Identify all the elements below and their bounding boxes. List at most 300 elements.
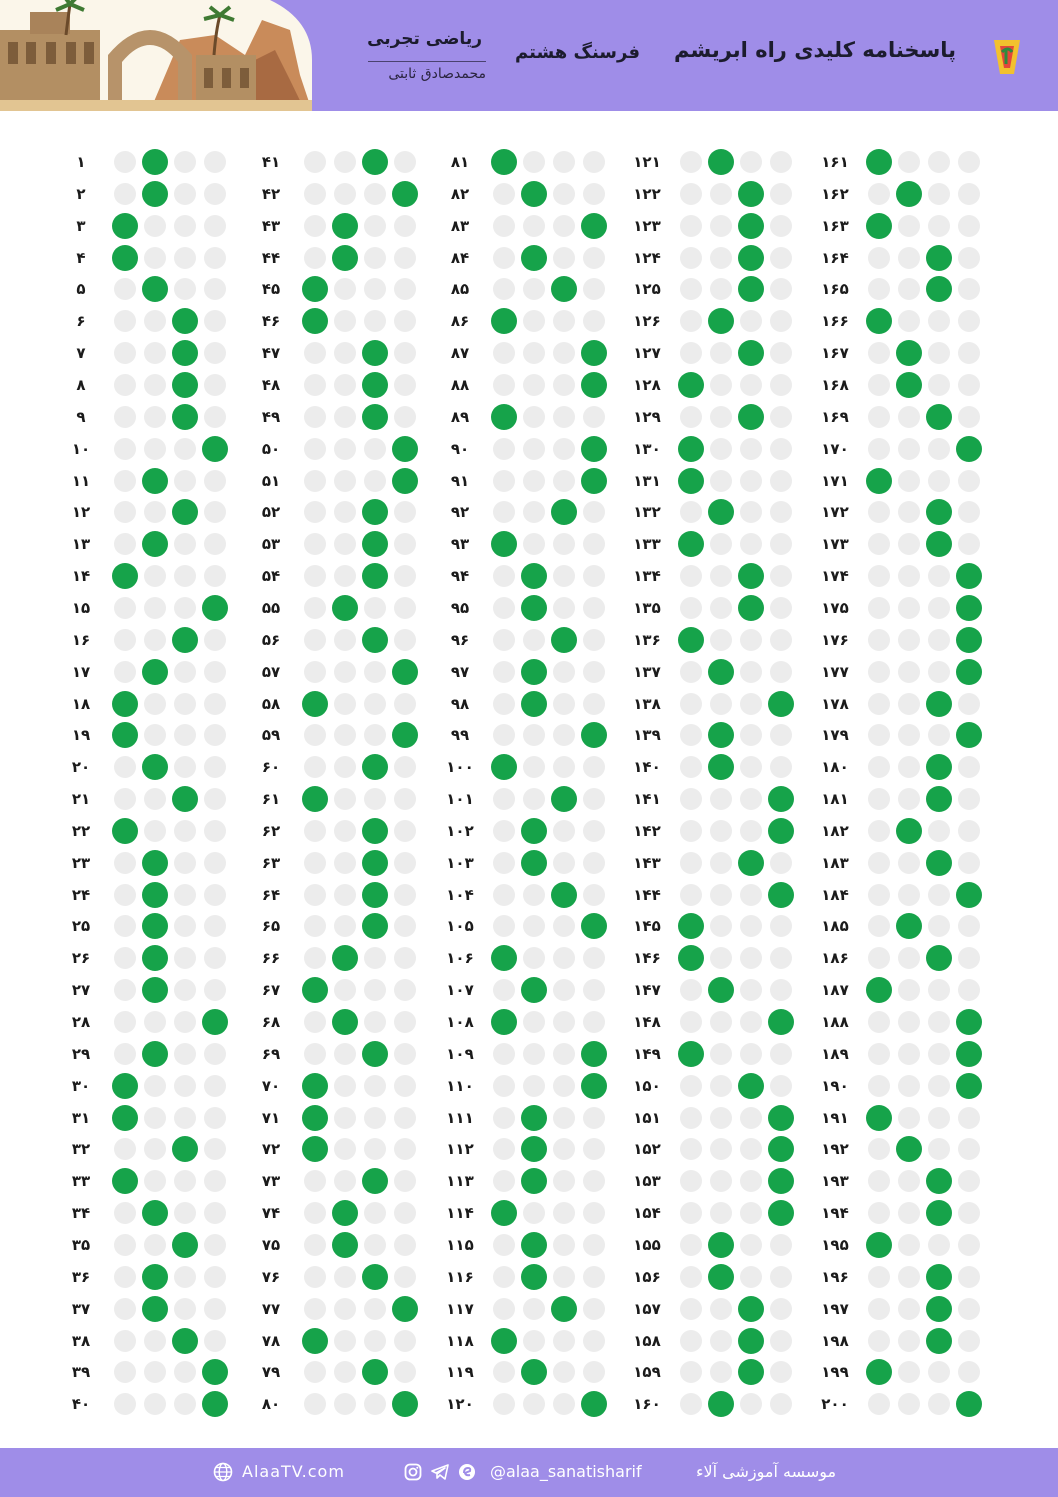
question-number: ۹۴	[450, 567, 470, 585]
answer-bubble	[868, 374, 890, 396]
question-number: ۱۲۷	[633, 344, 661, 363]
answer-bubble-selected	[926, 786, 952, 812]
answer-bubble	[583, 693, 605, 715]
answer-bubble	[868, 278, 890, 300]
answer-bubble	[304, 247, 326, 269]
answer-bubble	[740, 756, 762, 778]
answer-bubble	[898, 533, 920, 555]
question-row	[250, 404, 422, 430]
answer-bubble	[583, 501, 605, 523]
answer-bubble-selected	[302, 977, 328, 1003]
answer-bubble	[394, 1361, 416, 1383]
answer-bubble	[204, 310, 226, 332]
question-number: ۱۲۱	[633, 153, 661, 171]
question-number: ۲۰۰	[821, 1395, 849, 1414]
answer-bubble	[868, 788, 890, 810]
social-handle[interactable]: @alaa_sanatisharif	[490, 1462, 642, 1481]
answer-bubble-selected	[362, 340, 388, 366]
answer-bubble	[204, 661, 226, 683]
answer-bubble	[680, 1361, 702, 1383]
answer-bubble	[770, 183, 792, 205]
answer-bubble	[204, 884, 226, 906]
answer-bubble	[144, 1361, 166, 1383]
answer-bubble	[583, 1107, 605, 1129]
answer-bubble	[304, 820, 326, 842]
answer-bubble-selected	[926, 404, 952, 430]
answer-bubble	[394, 501, 416, 523]
answer-bubble	[710, 947, 732, 969]
answer-bubble-selected	[926, 754, 952, 780]
answer-bubble-selected	[142, 468, 168, 494]
answer-bubble	[868, 1011, 890, 1033]
question-row	[814, 404, 986, 430]
answer-bubble-selected	[521, 1105, 547, 1131]
instagram-icon[interactable]	[404, 1463, 422, 1481]
globe-icon	[213, 1462, 233, 1482]
answer-bubble-selected	[678, 627, 704, 653]
question-number: ۱۷۸	[821, 694, 849, 713]
answer-bubble	[334, 1107, 356, 1129]
question-number: ۱۷۵	[821, 598, 849, 617]
question-number: ۱۹۴	[821, 1204, 849, 1222]
answer-bubble	[680, 979, 702, 1001]
question-row	[439, 436, 611, 462]
question-row	[60, 1359, 232, 1385]
answer-bubble-selected	[112, 1168, 138, 1194]
answer-bubble	[144, 501, 166, 523]
answer-bubble	[334, 1298, 356, 1320]
question-number: ۲۹	[71, 1044, 91, 1063]
answer-bubble	[493, 597, 515, 619]
question-number: ۱۵۵	[633, 1235, 661, 1254]
answer-bubble	[898, 1393, 920, 1415]
question-number: ۱۵۸	[633, 1331, 661, 1350]
answer-bubble	[740, 661, 762, 683]
question-number: ۵۵	[261, 598, 281, 617]
answer-bubble	[493, 438, 515, 460]
answer-bubble	[583, 183, 605, 205]
answer-bubble-selected	[896, 1136, 922, 1162]
answer-bubble	[553, 1011, 575, 1033]
answer-bubble	[174, 852, 196, 874]
answer-bubble-selected	[491, 1328, 517, 1354]
question-number: ۶۷	[261, 981, 281, 1000]
answer-bubble	[583, 756, 605, 778]
question-row	[439, 1105, 611, 1131]
answer-bubble-selected	[302, 308, 328, 334]
answer-bubble-selected	[708, 1391, 734, 1417]
question-number: ۱۵	[71, 598, 91, 617]
answer-bubble	[304, 374, 326, 396]
question-row	[626, 404, 798, 430]
question-row	[60, 1264, 232, 1290]
answer-bubble-selected	[142, 181, 168, 207]
question-row	[250, 945, 422, 971]
question-number: ۱۹۵	[821, 1235, 849, 1254]
question-number: ۱۰۶	[446, 949, 474, 968]
answer-bubble	[364, 438, 386, 460]
question-row	[60, 818, 232, 844]
answer-bubble-selected	[551, 786, 577, 812]
answer-bubble-selected	[362, 1041, 388, 1067]
answer-bubble	[898, 501, 920, 523]
answer-bubble	[770, 1043, 792, 1065]
answer-bubble	[523, 1011, 545, 1033]
question-row	[60, 531, 232, 557]
answer-bubble	[868, 501, 890, 523]
question-row	[626, 1168, 798, 1194]
answer-bubble	[868, 1170, 890, 1192]
answer-bubble	[144, 215, 166, 237]
answer-bubble-selected	[926, 1200, 952, 1226]
answer-bubble	[770, 533, 792, 555]
answer-bubble	[394, 1043, 416, 1065]
answer-bubble-selected	[521, 181, 547, 207]
answer-bubble-selected	[142, 659, 168, 685]
question-row	[439, 691, 611, 717]
question-row	[250, 595, 422, 621]
question-row	[439, 1296, 611, 1322]
answer-bubble	[394, 1138, 416, 1160]
question-row	[439, 404, 611, 430]
website-link[interactable]: AlaaTV.com	[242, 1462, 345, 1481]
question-number: ۱۳۷	[633, 662, 661, 681]
question-row	[439, 468, 611, 494]
question-number: ۸۹	[450, 407, 470, 426]
question-row	[626, 691, 798, 717]
question-number: ۵۴	[261, 567, 281, 585]
answer-bubble	[958, 788, 980, 810]
question-row	[439, 149, 611, 175]
answer-bubble	[898, 693, 920, 715]
question-row	[250, 627, 422, 653]
answer-bubble	[680, 278, 702, 300]
question-number: ۱۲۶	[633, 312, 661, 331]
answer-bubble	[334, 756, 356, 778]
question-number: ۶۳	[261, 853, 281, 872]
answer-bubble	[394, 979, 416, 1001]
question-row	[626, 659, 798, 685]
answer-bubble-selected	[866, 1359, 892, 1385]
answer-bubble-selected	[581, 213, 607, 239]
answer-bubble-selected	[362, 627, 388, 653]
answer-bubble-selected	[738, 245, 764, 271]
question-number: ۶۵	[261, 917, 281, 936]
question-number: ۸۸	[450, 376, 470, 394]
course-label: فرسنگ هشتم	[515, 42, 640, 63]
answer-bubble	[898, 724, 920, 746]
question-number: ۱۴	[71, 567, 91, 585]
answer-bubble	[958, 1361, 980, 1383]
answer-bubble	[770, 342, 792, 364]
question-row	[250, 850, 422, 876]
answer-bubble	[204, 247, 226, 269]
answer-bubble	[204, 820, 226, 842]
question-number: ۲۶	[71, 949, 91, 968]
answer-bubble-selected	[521, 563, 547, 589]
answer-bubble	[204, 278, 226, 300]
question-number: ۱	[76, 153, 86, 171]
question-number: ۱۵۳	[633, 1172, 661, 1191]
question-row	[814, 340, 986, 366]
answer-bubble	[144, 342, 166, 364]
question-number: ۶۸	[261, 1013, 281, 1031]
answer-bubble	[114, 501, 136, 523]
answer-bubble	[493, 1361, 515, 1383]
answer-bubble	[680, 1107, 702, 1129]
question-number: ۷۰	[261, 1076, 281, 1095]
answer-bubble-selected	[708, 754, 734, 780]
question-row	[814, 1264, 986, 1290]
answer-bubble	[334, 310, 356, 332]
answer-bubble	[114, 533, 136, 555]
answer-bubble	[710, 915, 732, 937]
answer-bubble-selected	[956, 722, 982, 748]
answer-bubble	[583, 1361, 605, 1383]
answer-bubble	[868, 947, 890, 969]
answer-bubble	[928, 342, 950, 364]
answer-bubble	[334, 1138, 356, 1160]
question-number: ۱۳۹	[633, 726, 661, 745]
answer-bubble	[710, 470, 732, 492]
answer-bubble	[898, 151, 920, 173]
question-number: ۴۰	[71, 1395, 91, 1414]
answer-bubble	[174, 884, 196, 906]
answer-bubble	[868, 533, 890, 555]
answer-bubble	[770, 1298, 792, 1320]
answer-bubble	[364, 724, 386, 746]
answer-bubble	[898, 979, 920, 1001]
answer-bubble	[493, 247, 515, 269]
answer-bubble	[204, 1043, 226, 1065]
answer-bubble	[868, 629, 890, 651]
answer-bubble	[523, 629, 545, 651]
answer-bubble-selected	[142, 754, 168, 780]
answer-bubble	[928, 1011, 950, 1033]
answer-bubble-selected	[896, 372, 922, 398]
answer-bubble-selected	[172, 1232, 198, 1258]
answer-bubble	[680, 1298, 702, 1320]
question-row	[250, 308, 422, 334]
answer-bubble	[523, 1043, 545, 1065]
question-number: ۱۳	[71, 535, 91, 554]
question-number: ۱۶	[71, 630, 91, 649]
answer-bubble	[553, 1075, 575, 1097]
question-number: ۱۷۰	[821, 439, 849, 458]
answer-bubble-selected	[202, 1359, 228, 1385]
answer-bubble-selected	[581, 913, 607, 939]
question-row	[250, 977, 422, 1003]
answer-bubble	[364, 1330, 386, 1352]
answer-bubble	[144, 1170, 166, 1192]
answer-bubble	[174, 1266, 196, 1288]
question-number: ۴	[76, 248, 86, 267]
answer-bubble	[174, 661, 196, 683]
answer-bubble-selected	[708, 1264, 734, 1290]
answer-bubble	[770, 979, 792, 1001]
answer-bubble	[898, 1011, 920, 1033]
question-number: ۵۱	[261, 471, 281, 490]
answer-bubble	[770, 756, 792, 778]
question-number: ۱۷۲	[821, 503, 849, 522]
answer-bubble	[523, 406, 545, 428]
answer-bubble-selected	[581, 722, 607, 748]
question-row	[814, 149, 986, 175]
question-row	[60, 181, 232, 207]
answer-bubble	[770, 470, 792, 492]
question-row	[60, 1073, 232, 1099]
answer-bubble	[304, 1234, 326, 1256]
answer-bubble	[710, 342, 732, 364]
answer-bubble	[204, 1298, 226, 1320]
answer-bubble	[583, 1266, 605, 1288]
question-number: ۱۶۴	[821, 248, 849, 267]
answer-bubble	[740, 884, 762, 906]
answer-bubble	[553, 756, 575, 778]
answer-bubble-selected	[521, 818, 547, 844]
answer-bubble	[868, 661, 890, 683]
answer-bubble	[114, 1298, 136, 1320]
answer-bubble	[553, 661, 575, 683]
answer-bubble	[898, 1043, 920, 1065]
question-row	[814, 276, 986, 302]
question-number: ۱۷۹	[821, 726, 849, 745]
answer-bubble	[174, 470, 196, 492]
answer-bubble	[553, 374, 575, 396]
question-row	[439, 245, 611, 271]
question-row	[60, 1296, 232, 1322]
answer-bubble	[740, 979, 762, 1001]
answer-bubble	[523, 788, 545, 810]
question-row	[814, 1359, 986, 1385]
answer-bubble	[680, 183, 702, 205]
answer-bubble	[583, 1011, 605, 1033]
question-row	[439, 308, 611, 334]
eitaa-icon[interactable]	[458, 1463, 476, 1481]
answer-bubble-selected	[708, 722, 734, 748]
telegram-icon[interactable]	[431, 1463, 449, 1481]
answer-bubble-selected	[112, 213, 138, 239]
question-number: ۶	[76, 312, 86, 331]
answer-bubble-selected	[581, 468, 607, 494]
answer-bubble-selected	[926, 499, 952, 525]
answer-bubble	[740, 151, 762, 173]
question-number: ۱۰۷	[446, 981, 474, 1000]
answer-bubble	[493, 342, 515, 364]
answer-bubble	[204, 915, 226, 937]
question-number: ۹۳	[450, 535, 470, 554]
question-row	[60, 563, 232, 589]
question-row	[60, 595, 232, 621]
question-number: ۱۳۶	[633, 630, 661, 649]
answer-bubble-selected	[142, 882, 168, 908]
answer-bubble	[868, 183, 890, 205]
question-number: ۴۳	[261, 216, 281, 235]
question-number: ۹	[76, 407, 86, 426]
question-row	[250, 1200, 422, 1226]
answer-bubble	[114, 1393, 136, 1415]
answer-bubble	[898, 788, 920, 810]
question-number: ۱۵۶	[633, 1267, 661, 1286]
answer-bubble-selected	[491, 308, 517, 334]
question-row	[250, 181, 422, 207]
answer-bubble	[493, 820, 515, 842]
answer-bubble	[710, 438, 732, 460]
answer-bubble	[583, 820, 605, 842]
answer-bubble	[680, 1202, 702, 1224]
answer-bubble	[493, 915, 515, 937]
answer-bubble	[304, 947, 326, 969]
question-number: ۱۱۹	[446, 1363, 474, 1382]
answer-bubble	[493, 1075, 515, 1097]
question-row	[250, 276, 422, 302]
answer-bubble	[740, 1202, 762, 1224]
answer-bubble	[928, 1138, 950, 1160]
answer-bubble	[204, 1266, 226, 1288]
question-row	[60, 436, 232, 462]
answer-bubble-selected	[392, 659, 418, 685]
question-row	[626, 1041, 798, 1067]
answer-bubble	[680, 1330, 702, 1352]
answer-bubble	[553, 1361, 575, 1383]
answer-bubble	[204, 565, 226, 587]
answer-bubble-selected	[678, 372, 704, 398]
answer-bubble	[868, 1075, 890, 1097]
question-number: ۹۰	[450, 439, 470, 458]
question-row	[60, 691, 232, 717]
question-number: ۱۱	[71, 471, 91, 490]
question-number: ۳۶	[71, 1267, 91, 1286]
answer-bubble	[364, 183, 386, 205]
answer-bubble	[144, 565, 166, 587]
question-row	[60, 340, 232, 366]
answer-bubble	[204, 501, 226, 523]
answer-bubble	[553, 151, 575, 173]
answer-bubble	[144, 247, 166, 269]
question-row	[60, 468, 232, 494]
question-row	[250, 1232, 422, 1258]
answer-bubble	[898, 438, 920, 460]
answer-bubble	[958, 501, 980, 523]
answer-bubble-selected	[956, 1073, 982, 1099]
answer-bubble	[928, 979, 950, 1001]
answer-bubble	[868, 342, 890, 364]
answer-bubble	[770, 215, 792, 237]
question-row	[814, 882, 986, 908]
answer-bubble-selected	[362, 563, 388, 589]
question-number: ۱۲۰	[446, 1395, 474, 1414]
answer-bubble	[958, 756, 980, 778]
answer-bubble	[174, 1393, 196, 1415]
question-number: ۵۰	[261, 439, 281, 458]
answer-bubble	[304, 915, 326, 937]
answer-bubble-selected	[491, 531, 517, 557]
answer-bubble	[958, 947, 980, 969]
answer-bubble-selected	[926, 945, 952, 971]
answer-bubble	[523, 501, 545, 523]
answer-bubble	[553, 342, 575, 364]
answer-bubble	[553, 1330, 575, 1352]
question-row	[814, 531, 986, 557]
question-number: ۱۰۸	[446, 1013, 474, 1031]
answer-bubble	[493, 1298, 515, 1320]
question-number: ۹۹	[450, 726, 470, 745]
question-number: ۳۰	[71, 1076, 91, 1095]
answer-bubble	[304, 406, 326, 428]
answer-bubble	[493, 661, 515, 683]
question-number: ۵۸	[261, 694, 281, 713]
answer-bubble	[583, 1138, 605, 1160]
